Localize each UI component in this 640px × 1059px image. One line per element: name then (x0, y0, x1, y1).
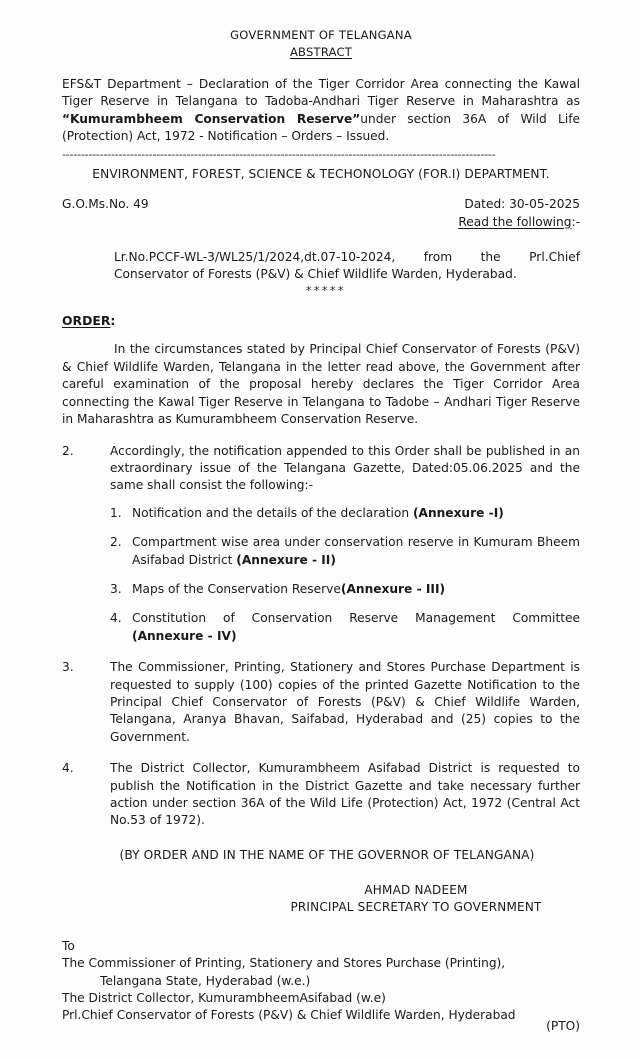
to-label: To (62, 938, 75, 953)
annexure-label: (Annexure - III) (340, 581, 446, 596)
annexure-label: (Annexure - IV) (132, 628, 237, 643)
go-number-row (62, 196, 580, 231)
paragraph-3-gap (82, 659, 110, 746)
annexure-list (110, 505, 580, 645)
annexure-text (132, 610, 580, 645)
paragraph-2-text: Accordingly, the notification appended to this Order shall be published in an extraordinary issue of the Telangana Gazette, Dated:05.06.2025 and the same shall consist the following:- (110, 443, 580, 493)
signatory-name: AHMAD NADEEM (364, 882, 468, 897)
annexure-text (132, 505, 580, 522)
abstract-text-part2: under section 36A of Wild Life (Protection) Act, 1972 - Notification – Orders – Issued. (62, 111, 580, 144)
order-paragraph-3 (62, 659, 580, 746)
annexure-label: (Annexure -I) (412, 505, 504, 520)
pto-marker: (PTO) (546, 1019, 580, 1033)
star-separator: ***** (306, 284, 346, 298)
page-title: GOVERNMENT OF TELANGANA (230, 28, 412, 42)
annexure-description: Compartment wise area under conservation reserve in Kumuram Bheem Asifabad District (132, 535, 580, 567)
annexure-marker: 3. (110, 581, 122, 596)
list-item (110, 534, 580, 569)
annexure-marker: 1. (110, 505, 122, 520)
paragraph-2-number: 2. (62, 443, 74, 458)
abstract-heading-text: ABSTRACT (289, 44, 353, 59)
distribution-line-3: Prl.Chief Conservator of Forests (P&V) & Chief Wildlife Warden, Hyderabad (62, 1008, 516, 1023)
list-item (110, 581, 580, 598)
annexure-label: (Annexure - II) (236, 552, 336, 567)
signature-block (62, 882, 580, 916)
paragraph-4-number: 4. (62, 761, 74, 776)
annexure-description: Maps of the Conservation Reserve (132, 581, 341, 596)
distribution-line-2: The District Collector, KumurambheemAsifabad (w.e) (62, 991, 386, 1006)
dashed-separator-top: ------------------------------------------------------------------------------------------------------------------- (62, 148, 496, 160)
abstract-paragraph (62, 76, 580, 146)
paragraph-3-number: 3. (62, 660, 74, 675)
order-heading (62, 313, 580, 328)
list-item (110, 610, 580, 645)
annexure-description: Constitution of Conservation Reserve Management Committee (132, 611, 580, 626)
go-date-block (458, 196, 580, 231)
distribution-line-1b: Telangana State, Hyderabad (w.e.) (100, 973, 311, 988)
order-heading-suffix: : (110, 313, 116, 329)
annexure-marker: 4. (110, 611, 122, 626)
order-paragraph-4 (62, 760, 580, 830)
by-order-line: (BY ORDER AND IN THE NAME OF THE GOVERNOR OF TELANGANA) (119, 847, 535, 862)
signatory-designation: PRINCIPAL SECRETARY TO GOVERNMENT (290, 899, 542, 914)
annexure-text (132, 581, 580, 598)
read-the-following-suffix: :- (571, 214, 580, 229)
paragraph-4-gap (82, 760, 110, 830)
reserve-name-highlight: “Kumurambheem Conservation Reserve” (62, 111, 361, 126)
distribution-line-1: The Commissioner of Printing, Stationery and Stores Purchase (Printing), (62, 956, 506, 971)
distribution-block (62, 938, 580, 1025)
annexure-marker: 2. (110, 535, 122, 550)
paragraph-4-text: The District Collector, Kumurambheem Asifabad District is requested to publish the Notification in the District Gazette and take necessary further action under section 36A of the Wild Life (Protection) Act, 1972 (Central Act No.53 of 1972). (110, 761, 580, 828)
order-intro-paragraph: In the circumstances stated by Principal Chief Conservator of Forests (P&V) & Chief Wildlife Warden, Telangana in the letter read above, the Government after careful examination of the proposal hereby declares the Tiger Corridor Area connecting the Kawal Tiger Reserve in Telangana to Tadobe – Andhari Tiger Reserve in Maharashtra as Kumurambheem Conservation Reserve. (62, 342, 580, 427)
list-item (110, 505, 580, 522)
abstract-heading (62, 45, 580, 61)
department-heading: ENVIRONMENT, FOREST, SCIENCE & TECHONOLOGY (FOR.I) DEPARTMENT. (92, 166, 550, 181)
read-the-following-underlined: Read the following (458, 214, 572, 229)
order-paragraph-2 (62, 443, 580, 495)
letter-reference: Lr.No.PCCF-WL-3/WL25/1/2024,dt.07-10-2024, from the Prl.Chief Conservator of Forests (P&V) & Chief Wildlife Warden, Hyderabad. (114, 249, 580, 282)
annexure-text (132, 534, 580, 569)
go-number: G.O.Ms.No. 49 (62, 196, 149, 211)
read-the-following (458, 214, 580, 231)
abstract-text-part1: EFS&T Department – Declaration of the Tiger Corridor Area connecting the Kawal Tiger Reserve in Telangana to Tadoba-Andhari Tiger Reserve in Maharashtra as (62, 77, 580, 109)
paragraph-3-text: The Commissioner, Printing, Stationery and Stores Purchase Department is requested to supply (100) copies of the printed Gazette Notification to the Principal Chief Conservator of Forests (P&V) & Chief Wildlife Warden, Telangana, Aranya Bhavan, Saifabad, Hyderabad and (25) copies to the Government. (110, 660, 580, 744)
order-heading-underlined: ORDER (62, 313, 111, 329)
annexure-description: Notification and the details of the declaration (132, 505, 413, 520)
go-date: Dated: 30-05-2025 (464, 196, 580, 211)
paragraph-2-gap (82, 443, 110, 495)
